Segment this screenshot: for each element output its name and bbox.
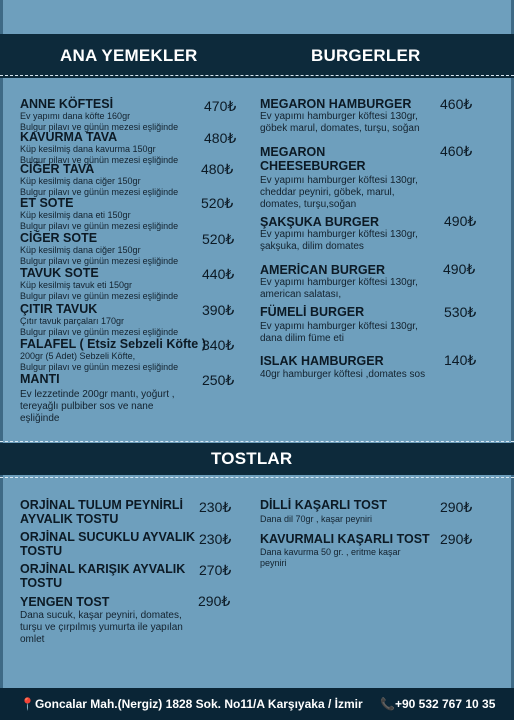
item-name: FALAFEL ( Etsiz Sebzeli Köfte ): [20, 337, 206, 351]
item-desc: Ev lezzetinde 200gr mantı, yoğurt , tereyağlı pulbiber sos ve nane eşliğinde: [20, 389, 175, 424]
footer-phone: [380, 697, 495, 711]
mid-divider-bottom: [0, 477, 514, 478]
item-name: ORJİNAL TULUM PEYNİRLİ AYVALIK TOSTU: [20, 498, 183, 526]
item-price: 490₺: [443, 261, 476, 277]
item-price: 390₺: [202, 302, 235, 318]
menu-item: [260, 145, 418, 211]
item-price: 230₺: [199, 499, 232, 515]
item-price: 230₺: [199, 531, 232, 547]
menu-item: [20, 530, 195, 558]
item-name: ORJİNAL SUCUKLU AYVALIK TOSTU: [20, 530, 196, 558]
item-price: 290₺: [440, 531, 473, 547]
item-name: ORJİNAL KARIŞIK AYVALIK TOSTU: [20, 562, 186, 590]
section-title-ana-yemekler: ANA YEMEKLER: [60, 46, 198, 65]
item-price: 140₺: [444, 352, 477, 368]
menu-item: [20, 302, 178, 338]
mid-divider-top: [0, 441, 514, 442]
item-desc: Küp kesilmiş dana eti 150gr Bulgur pilavı ve günün mezesi eşliğinde: [20, 210, 179, 231]
item-desc: 40gr hamburger köftesi ,domates sos: [260, 369, 426, 380]
menu-item: [20, 130, 178, 166]
item-name: MEGARON CHEESEBURGER: [260, 145, 366, 173]
address-text: Goncalar Mah.(Nergiz) 1828 Sok. No11/A Karşıyaka / İzmir: [34, 697, 363, 711]
item-price: 460₺: [440, 143, 473, 159]
item-price: 520₺: [201, 195, 234, 211]
menu-item: [20, 372, 175, 425]
item-price: 440₺: [202, 266, 235, 282]
item-name: YENGEN TOST: [20, 595, 110, 609]
item-name: ET SOTE: [20, 196, 74, 210]
item-price: 490₺: [444, 213, 477, 229]
section-title-tostlar: TOSTLAR: [211, 449, 293, 468]
item-name: MANTI: [20, 372, 60, 386]
menu-item: [260, 532, 430, 569]
item-desc: Ev yapımı hamburger köftesi 130gr, dana dilim füme eti: [260, 321, 418, 344]
item-price: 270₺: [199, 562, 232, 578]
item-desc: Dana dil 70gr , kaşar peyniri: [260, 514, 373, 524]
menu-item: [260, 97, 420, 135]
item-price: 530₺: [444, 304, 477, 320]
item-desc: Dana kavurma 50 gr. , eritme kaşar peyniri: [260, 547, 401, 568]
menu-item: [20, 498, 183, 526]
item-price: 290₺: [440, 499, 473, 515]
item-name: MEGARON HAMBURGER: [260, 97, 412, 111]
item-price: 520₺: [202, 231, 235, 247]
item-desc: Küp kesilmiş dana kavurma 150gr Bulgur pilavı ve günün mezesi eşliğinde: [20, 144, 179, 165]
item-desc: Ev yapımı hamburger köftesi 130gr, cheddar peyniri, göbek, marul, domates, turşu,soğan: [260, 175, 418, 210]
item-desc: Küp kesilmiş dana ciğer 150gr Bulgur pilavı ve günün mezesi eşliğinde: [20, 176, 179, 197]
menu-item: [260, 215, 418, 253]
phone-icon: 📞: [380, 697, 395, 711]
item-name: CİĞER SOTE: [20, 231, 98, 245]
item-desc: Ev yapımı dana köfte 160gr Bulgur pilavı ve günün mezesi eşliğinde: [20, 111, 179, 132]
menu-item: [20, 337, 206, 373]
menu-item: [260, 263, 418, 301]
left-edge: [0, 0, 3, 720]
item-price: 480₺: [204, 130, 237, 146]
item-name: ANNE KÖFTESİ: [20, 97, 114, 111]
item-name: AMERİCAN BURGER: [260, 263, 385, 277]
item-desc: Ev yapımı hamburger köftesi 130gr, american salatası,: [260, 277, 418, 300]
item-price: 250₺: [202, 372, 235, 388]
item-desc: Ev yapımı hamburger köftesi 130gr, göbek marul, domates, turşu, soğan: [260, 111, 420, 134]
menu-item: [260, 354, 425, 381]
location-pin-icon: 📍: [20, 697, 35, 711]
item-desc: Çıtır tavuk parçaları 170gr Bulgur pilavı ve günün mezesi eşliğinde: [20, 316, 179, 337]
menu-item: [260, 305, 418, 345]
item-desc: Dana sucuk, kaşar peyniri, domates, turşu ve çırpılmış yumurta ile yapılan omlet: [20, 610, 183, 645]
item-name: ŞAKŞUKA BURGER: [260, 215, 379, 229]
phone-text: +90 532 767 10 35: [394, 697, 496, 711]
footer-address: [20, 697, 363, 711]
item-desc: Küp kesilmiş tavuk eti 150gr Bulgur pilavı ve günün mezesi eşliğinde: [20, 280, 179, 301]
item-desc: Küp kesilmiş dana ciğer 150gr Bulgur pilavı ve günün mezesi eşliğinde: [20, 245, 179, 266]
section-title-burgerler: BURGERLER: [311, 46, 421, 65]
item-name: KAVURMA TAVA: [20, 130, 118, 144]
menu-item: [20, 266, 178, 302]
item-name: ÇITIR TAVUK: [20, 302, 98, 316]
menu-item: [20, 97, 178, 133]
menu-item: [20, 196, 178, 232]
item-name: DİLLİ KAŞARLI TOST: [260, 498, 387, 512]
menu-item: [20, 231, 178, 267]
item-name: TAVUK SOTE: [20, 266, 99, 280]
menu-item: [20, 562, 185, 590]
item-name: KAVURMALI KAŞARLI TOST: [260, 532, 430, 546]
item-desc: 200gr (5 Adet) Sebzeli Köfte, Bulgur pilavı ve günün mezesi eşliğinde: [20, 351, 179, 372]
menu-item: [20, 162, 178, 198]
item-price: 460₺: [440, 96, 473, 112]
top-divider: [0, 75, 514, 76]
item-name: ISLAK HAMBURGER: [260, 354, 384, 368]
menu-item: [260, 498, 387, 525]
item-price: 470₺: [204, 98, 237, 114]
item-price: 480₺: [201, 161, 234, 177]
item-name: FÜMELİ BURGER: [260, 305, 365, 319]
item-price: 290₺: [198, 593, 231, 609]
item-name: CİĞER TAVA: [20, 162, 95, 176]
menu-item: [20, 595, 183, 646]
item-price: 340₺: [202, 337, 235, 353]
item-desc: Ev yapımı hamburger köftesi 130gr, şakşuka, dilim domates: [260, 229, 418, 252]
